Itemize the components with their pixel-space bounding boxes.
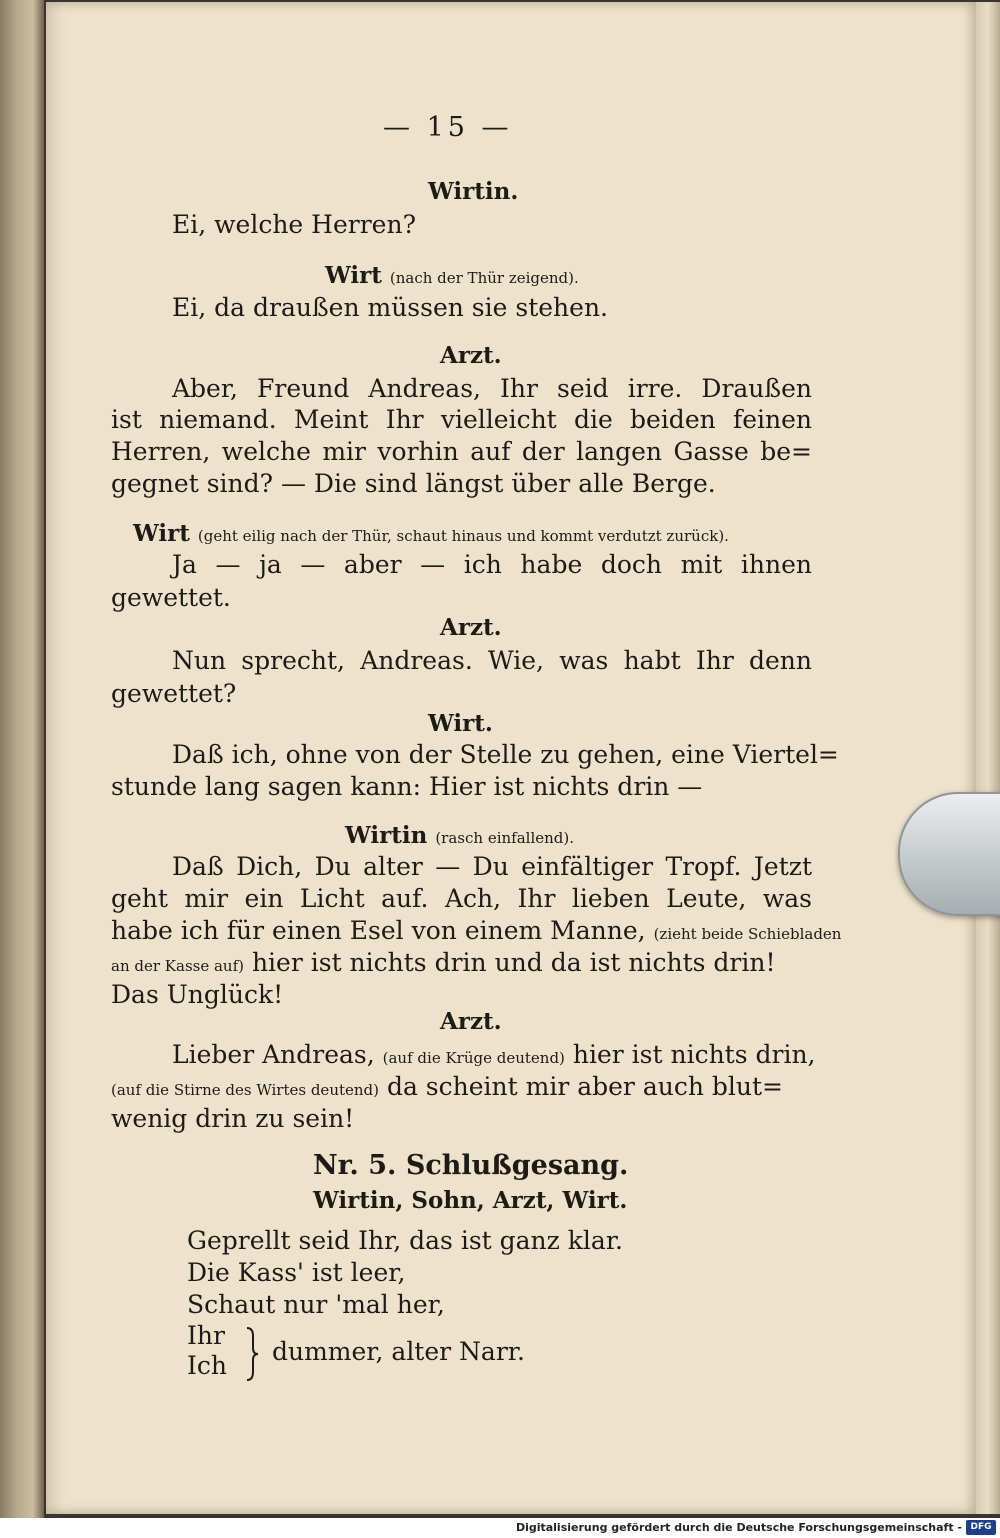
song-number: Nr. 5.	[313, 1150, 397, 1181]
stage-direction: (rasch einfallend).	[435, 829, 575, 847]
dialogue-line: Ei, da draußen müssen sie stehen.	[172, 293, 608, 322]
verse-option-ihr: Ihr	[187, 1321, 225, 1350]
dialogue-line: gewettet.	[111, 583, 231, 612]
speaker-arzt: Arzt.	[440, 342, 502, 369]
speaker-wirt: Wirt	[133, 520, 190, 547]
speaker-wirtin: Wirtin	[345, 822, 428, 849]
dialogue-line: wenig drin zu sein!	[111, 1104, 355, 1133]
stage-direction: (auf die Stirne des Wirtes deutend)	[111, 1081, 379, 1099]
dialogue-line: Nun sprecht, Andreas. Wie, was habt Ihr denn	[172, 646, 812, 675]
stage-direction: an der Kasse auf)	[111, 957, 244, 975]
dialogue-line: ist niemand. Meint Ihr vielleicht die beiden feinen	[111, 405, 812, 434]
stage-heading	[133, 518, 729, 547]
page-stack-edge	[976, 2, 1000, 1514]
funding-notice: Digitalisierung gefördert durch die Deutsche Forschungsgemeinschaft -	[515, 1521, 962, 1534]
dialogue-text: habe ich für einen Esel von einem Manne,	[111, 916, 646, 945]
dialogue-line: Das Unglück!	[111, 980, 284, 1009]
speaker-wirtin: Wirtin.	[428, 178, 519, 205]
dialogue-line: Daß Dich, Du alter — Du einfältiger Tropf. Jetzt	[172, 852, 812, 881]
verse-line: Geprellt seid Ihr, das ist ganz klar.	[187, 1226, 623, 1255]
song-singers: Wirtin, Sohn, Arzt, Wirt.	[313, 1187, 628, 1214]
stage-direction: (zieht beide Schiebladen	[653, 925, 842, 943]
speaker-wirt: Wirt	[325, 262, 382, 289]
stage-direction: (nach der Thür zeigend).	[389, 269, 579, 287]
stage-direction: (geht eilig nach der Thür, schaut hinaus und kommt verdutzt zurück).	[197, 527, 729, 545]
speaker-arzt: Arzt.	[440, 1008, 502, 1035]
dialogue-text: hier ist nichts drin und da ist nichts drin!	[251, 948, 776, 977]
dialogue-text: da scheint mir aber auch blut=	[386, 1072, 783, 1101]
dfg-logo: DFG	[966, 1520, 996, 1535]
stage-direction: (auf die Krüge deutend)	[382, 1049, 565, 1067]
dialogue-line	[111, 916, 841, 945]
dialogue-line	[111, 1072, 783, 1101]
dialogue-line: gegnet sind? — Die sind längst über alle Berge.	[111, 469, 716, 498]
dialogue-line: stunde lang sagen kann: Hier ist nichts drin —	[111, 772, 703, 801]
speaker-arzt: Arzt.	[440, 614, 502, 641]
dialogue-line: Daß ich, ohne von der Stelle zu gehen, eine Viertel=	[172, 740, 839, 769]
dialogue-line	[111, 948, 776, 977]
page-number: — 15 —	[383, 112, 513, 143]
curly-brace-icon	[243, 1326, 261, 1382]
verse-line: dummer, alter Narr.	[272, 1337, 525, 1366]
dialogue-line: gewettet?	[111, 679, 237, 708]
song-heading	[313, 1150, 628, 1181]
verse-line: Schaut nur 'mal her,	[187, 1290, 445, 1319]
dialogue-line: Ja — ja — aber — ich habe doch mit ihnen	[172, 550, 812, 579]
facing-page-edge	[0, 0, 44, 1518]
dialogue-line: Herren, welche mir vorhin auf der langen Gasse be=	[111, 437, 812, 466]
dialogue-line: Aber, Freund Andreas, Ihr seid irre. Draußen	[172, 374, 812, 403]
song-title: Schlußgesang.	[405, 1150, 629, 1181]
dialogue-line	[172, 1040, 816, 1069]
dialogue-line: Ei, welche Herren?	[172, 210, 416, 239]
verse-line: Die Kass' ist leer,	[187, 1258, 406, 1287]
footer-bar	[0, 1518, 1000, 1538]
speaker-wirt: Wirt.	[428, 710, 493, 737]
dialogue-line: geht mir ein Licht auf. Ach, Ihr lieben Leute, was	[111, 884, 812, 913]
stage-heading	[325, 260, 579, 289]
stage-heading	[345, 820, 574, 849]
dialogue-text: hier ist nichts drin,	[572, 1040, 816, 1069]
dialogue-text: Lieber Andreas,	[172, 1040, 375, 1069]
verse-option-ich: Ich	[187, 1351, 227, 1380]
